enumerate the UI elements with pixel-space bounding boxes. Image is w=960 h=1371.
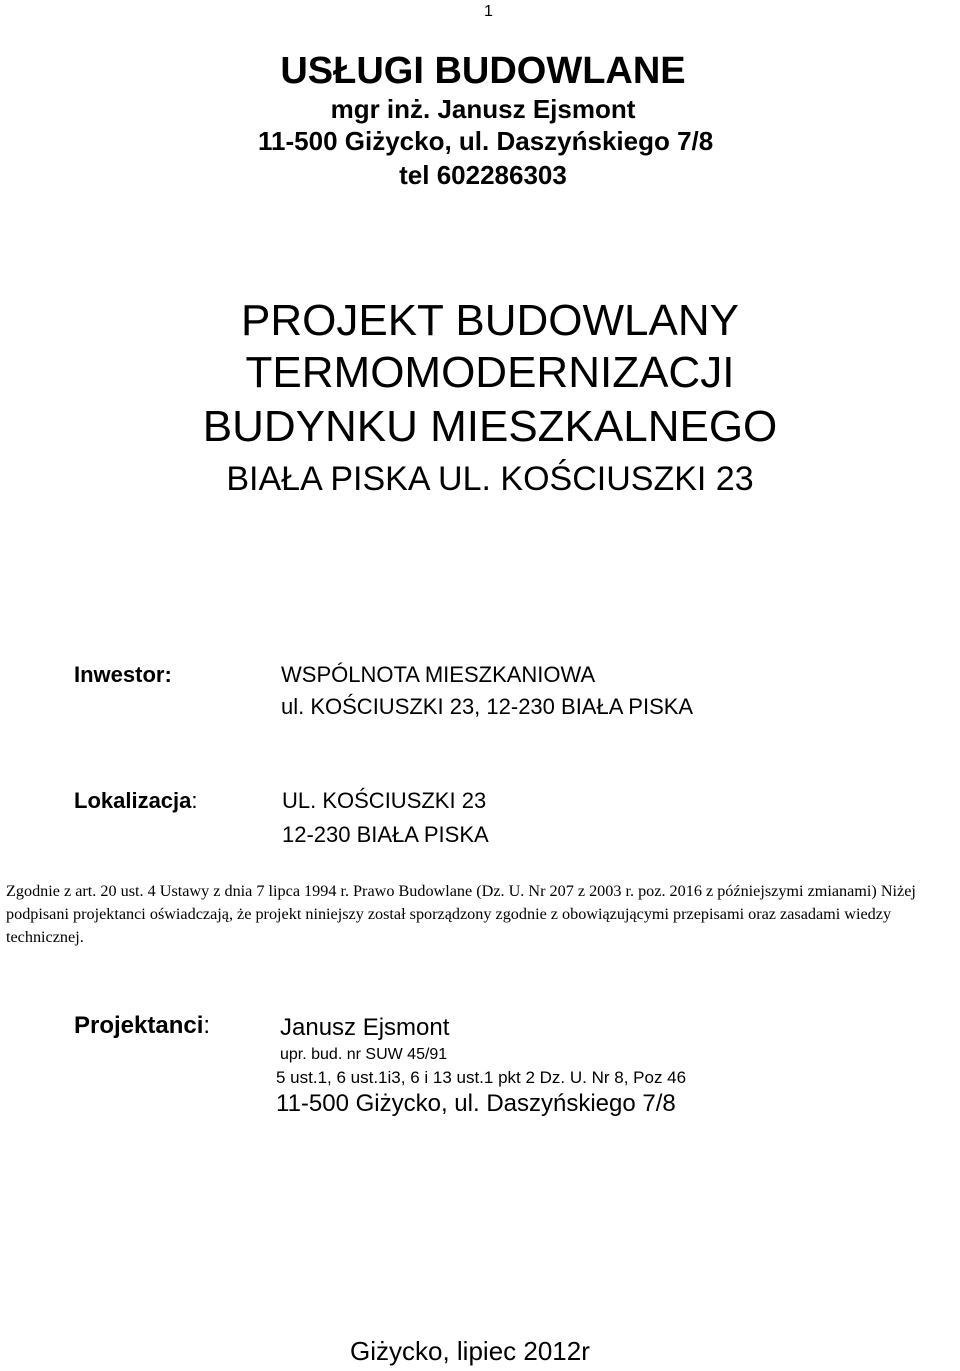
location-city: 12-230 BIAŁA PISKA xyxy=(282,822,489,847)
legal-statement: Zgodnie z art. 20 ust. 4 Ustawy z dnia 7 lipca 1994 r. Prawo Budowlane (Dz. U. Nr 207 z 2003 r. poz. 2016 z późniejszymi zmianami) Niżej podpisani projektanci oświadczają, że projekt niniejszy został sporządzony zgodnie z obowiązującymi przepisami oraz zasadami wiedzy technicznej. xyxy=(6,882,916,946)
firm-person: mgr inż. Janusz Ejsmont xyxy=(330,94,636,124)
project-title-line-2: TERMOMODERNIZACJI xyxy=(245,348,735,397)
designers-label: Projektanci xyxy=(74,1012,204,1039)
location-label-colon: : xyxy=(191,788,198,813)
investor-name: WSPÓLNOTA MIESZKANIOWA xyxy=(281,662,596,687)
designer-name: Janusz Ejsmont xyxy=(280,1014,450,1041)
location-label: Lokalizacja xyxy=(74,788,192,813)
place-and-date: Giżycko, lipiec 2012r xyxy=(350,1336,590,1366)
firm-address: 11-500 Giżycko, ul. Daszyńskiego 7/8 xyxy=(258,126,714,156)
designers-label-colon: : xyxy=(203,1012,211,1039)
page-number: 1 xyxy=(484,3,493,20)
investor-label: Inwestor: xyxy=(74,662,172,687)
designer-license: upr. bud. nr SUW 45/91 xyxy=(280,1046,448,1063)
location-label-group xyxy=(74,788,198,814)
location-street: UL. KOŚCIUSZKI 23 xyxy=(282,788,487,813)
firm-phone: tel 602286303 xyxy=(399,160,567,190)
project-title-line-3: BUDYNKU MIESZKALNEGO xyxy=(202,402,778,451)
investor-address: ul. KOŚCIUSZKI 23, 12-230 BIAŁA PISKA xyxy=(281,694,694,719)
designers-label-group xyxy=(74,1012,210,1040)
firm-name: USŁUGI BUDOWLANE xyxy=(280,50,686,92)
designer-authority: 5 ust.1, 6 ust.1i3, 6 i 13 ust.1 pkt 2 Dz. U. Nr 8, Poz 46 xyxy=(276,1068,687,1087)
project-title-line-1: PROJEKT BUDOWLANY xyxy=(241,296,739,345)
project-title-line-4: BIAŁA PISKA UL. KOŚCIUSZKI 23 xyxy=(226,460,754,498)
designer-address: 11-500 Giżycko, ul. Daszyńskiego 7/8 xyxy=(276,1090,676,1117)
